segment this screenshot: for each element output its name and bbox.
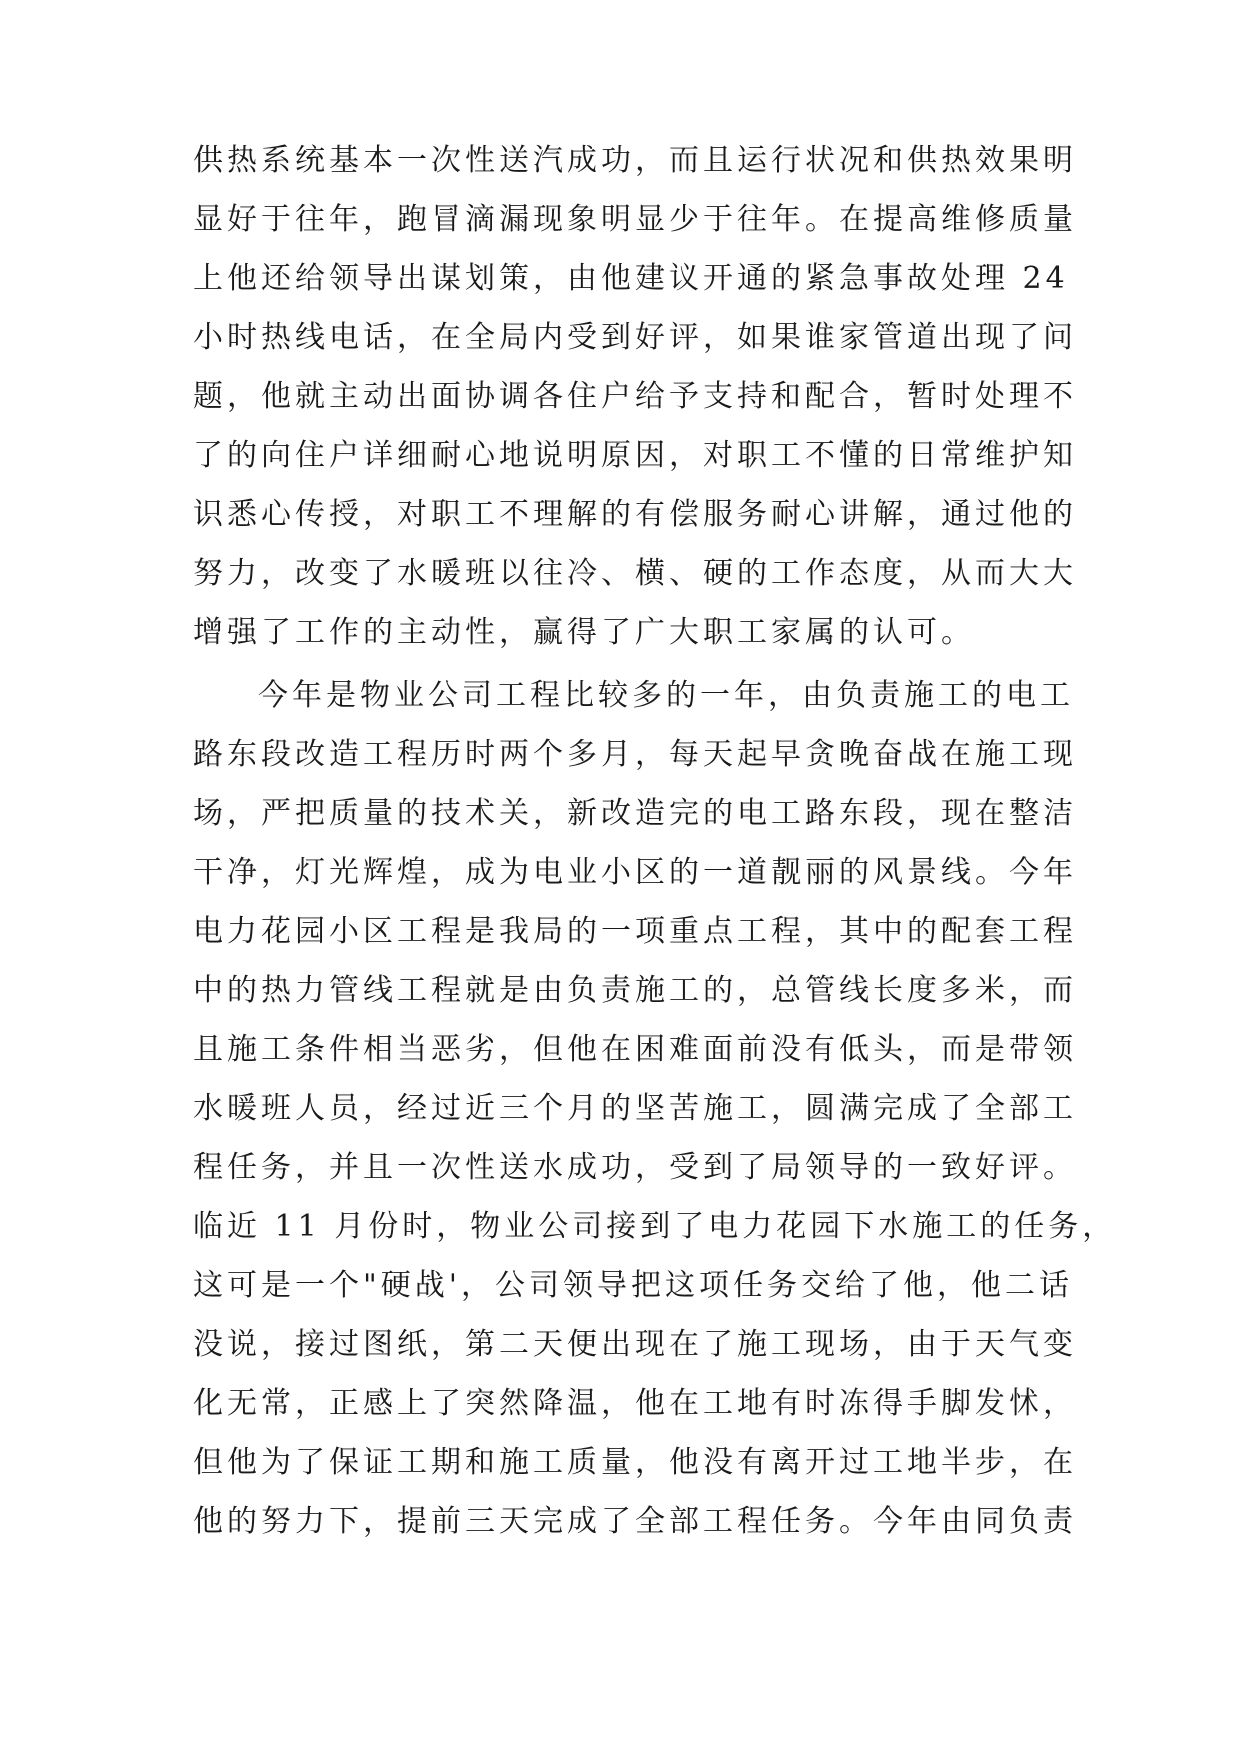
text-line: 了的向住户详细耐心地说明原因，对职工不懂的日常维护知 <box>193 438 1077 473</box>
text-line: 但他为了保证工期和施工质量，他没有离开过工地半步，在 <box>193 1445 1077 1480</box>
text-line: 上他还给领导出谋划策，由他建议开通的紧急事故处理 24 <box>193 261 1069 296</box>
text-line: 供热系统基本一次性送汽成功，而且运行状况和供热效果明 <box>193 143 1077 178</box>
text-line: 增强了工作的主动性，赢得了广大职工家属的认可。 <box>193 615 975 650</box>
text-line: 路东段改造工程历时两个多月，每天起早贪晚奋战在施工现 <box>193 737 1077 772</box>
text-line: 临近 11 月份时，物业公司接到了电力花园下水施工的任务， <box>193 1209 1117 1244</box>
text-line: 电力花园小区工程是我局的一项重点工程，其中的配套工程 <box>193 914 1077 949</box>
text-line: 水暖班人员，经过近三个月的坚苦施工，圆满完成了全部工 <box>193 1091 1077 1126</box>
text-line: 程任务，并且一次性送水成功，受到了局领导的一致好评。 <box>193 1150 1077 1185</box>
text-line: 且施工条件相当恶劣，但他在困难面前没有低头，而是带领 <box>193 1032 1077 1067</box>
text-line: 没说，接过图纸，第二天便出现在了施工现场，由于天气变 <box>193 1327 1077 1362</box>
text-line: 中的热力管线工程就是由负责施工的，总管线长度多米，而 <box>193 973 1077 1008</box>
text-line: 化无常，正感上了突然降温，他在工地有时冻得手脚发怵， <box>193 1386 1077 1421</box>
text-line: 识悉心传授，对职工不理解的有偿服务耐心讲解，通过他的 <box>193 497 1077 532</box>
text-line: 显好于往年，跑冒滴漏现象明显少于往年。在提高维修质量 <box>193 202 1077 237</box>
text-line: 他的努力下，提前三天完成了全部工程任务。今年由同负责 <box>193 1504 1077 1539</box>
text-line: 小时热线电话，在全局内受到好评，如果谁家管道出现了问 <box>193 320 1077 355</box>
paragraph-first-line: 今年是物业公司工程比较多的一年，由负责施工的电工 <box>258 678 1074 713</box>
text-line: 努力，改变了水暖班以往冷、横、硬的工作态度，从而大大 <box>193 556 1077 591</box>
text-line: 题，他就主动出面协调各住户给予支持和配合，暂时处理不 <box>193 379 1077 414</box>
text-line: 干净，灯光辉煌，成为电业小区的一道靓丽的风景线。今年 <box>193 855 1077 890</box>
text-line: 场，严把质量的技术关，新改造完的电工路东段，现在整洁 <box>193 796 1077 831</box>
text-line: 这可是一个"硬战'，公司领导把这项任务交给了他，他二话 <box>193 1268 1074 1303</box>
